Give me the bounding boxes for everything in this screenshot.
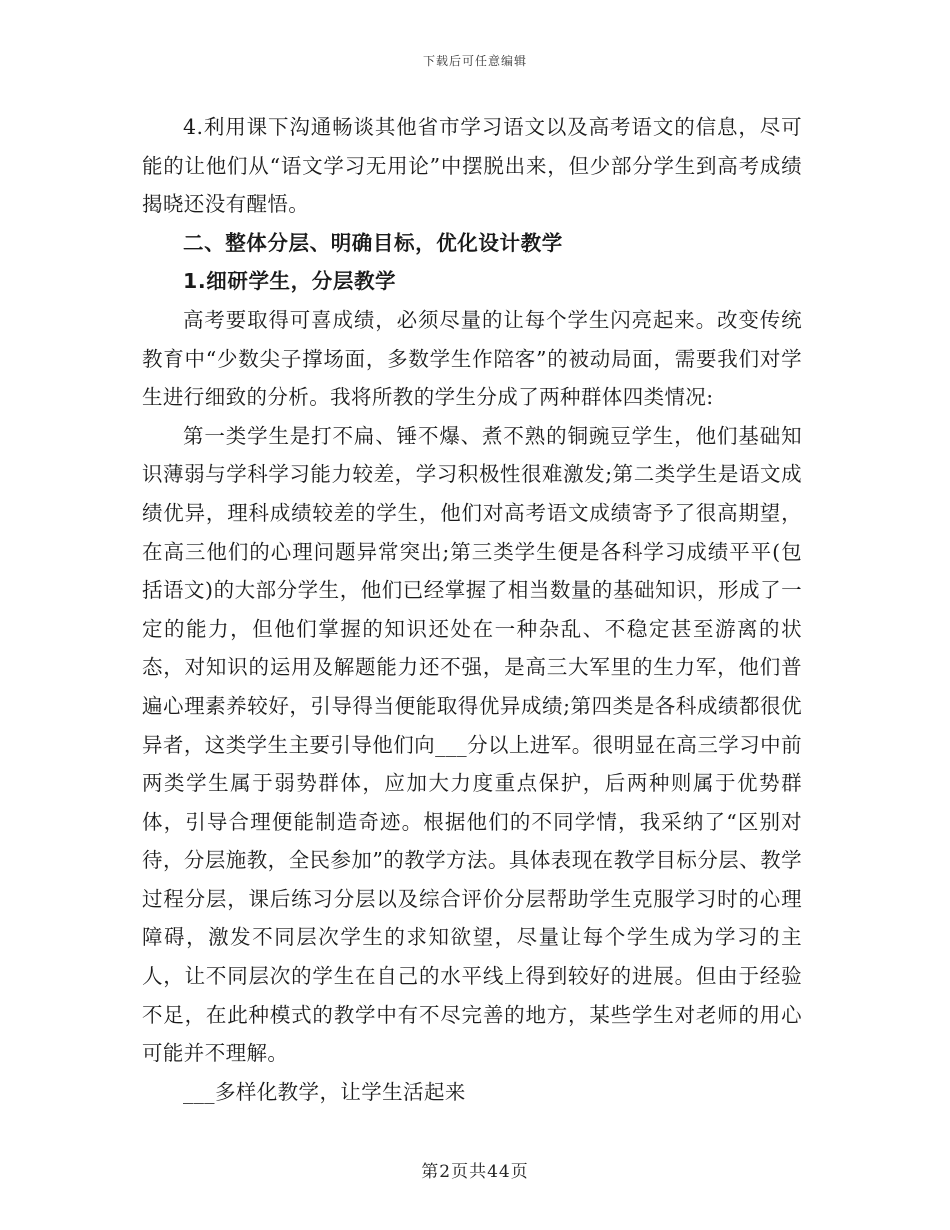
page-footer: 第2页共44页 xyxy=(421,1162,529,1182)
document-body xyxy=(142,108,802,1111)
paragraph-intro: 高考要取得可喜成绩，必须尽量的让每个学生闪亮起来。改变传统教育中“少数尖子撑场面，多数学生作陪客”的被动局面，需要我们对学生进行细致的分析。我将所教的学生分成了两种群体四类情况: xyxy=(142,307,802,410)
section-heading-2: 二、整体分层、明确目标，优化设计教学 xyxy=(183,230,563,255)
paragraph-item-4: 4.利用课下沟通畅谈其他省市学习语文以及高考语文的信息，尽可能的让他们从“语文学习无用论”中摆脱出来，但少部分学生到高考成绩揭晓还没有醒悟。 xyxy=(142,115,802,217)
paragraph-student-types: 第一类学生是打不扁、锤不爆、煮不熟的铜豌豆学生，他们基础知识薄弱与学科学习能力较差，学习积极性很难激发;第二类学生是语文成绩优异，理科成绩较差的学生，他们对高考语文成绩寄予了很高期望，在高三他们的心理问题异常突出;第三类学生便是各科学习成绩平平(包括语文)的大部分学生，他们已经掌握了相当数量的基础知识，形成了一定的能力，但他们掌握的知识还处在一种杂乱、不稳定甚至游离的状态，对知识的运用及解题能力还不强，是高三大军里的生力军，他们普遍心理素养较好，引导得当便能取得优异成绩;第四类是各科成绩都很优异者，这类学生主要引导他们向___分以上进军。很明显在高三学习中前两类学生属于弱势群体，应加大力度重点保护，后两种则属于优势群体，引导合理便能制造奇迹。根据他们的不同学情，我采纳了“区别对待，分层施教，全民参加”的教学方法。具体表现在教学目标分层、教学过程分层，课后练习分层以及综合评价分层帮助学生克服学习时的心理障碍，激发不同层次学生的求知欲望，尽量让每个学生成为学习的主人，让不同层次的学生在自己的水平线上得到较好的进展。但由于经验不足，在此种模式的教学中有不尽完善的地方，某些学生对老师的用心可能并不理解。 xyxy=(142,423,802,1066)
paragraph-diverse-teaching: ___多样化教学，让学生活起来 xyxy=(183,1079,466,1104)
page-header: 下载后可任意编辑 xyxy=(422,54,527,68)
subsection-heading-1: 1.细研学生，分层教学 xyxy=(183,269,397,294)
